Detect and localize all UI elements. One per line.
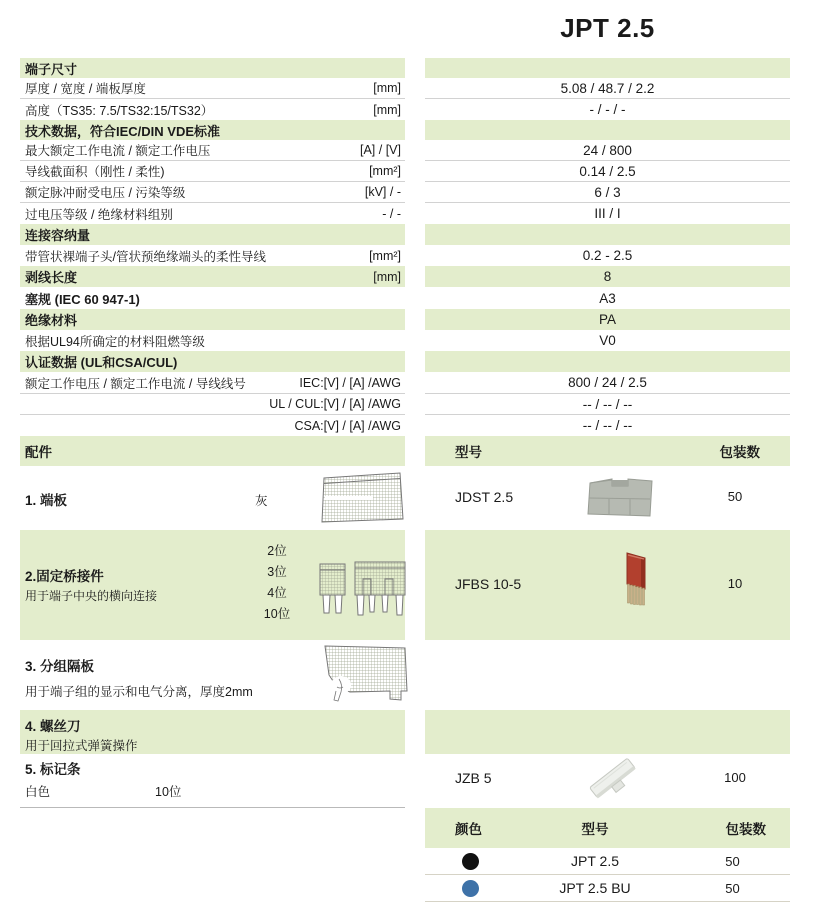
accessory-description: 用于端子组的显示和电气分离，厚度2mm	[25, 685, 253, 699]
spec-unit: [kV] / -	[364, 185, 401, 199]
color-table-row-black	[425, 848, 790, 875]
accessory-description: 用于回拉式弹簧操作	[25, 739, 138, 753]
accessory-model: JZB 5	[455, 770, 492, 786]
spec-row-gauge	[20, 287, 790, 309]
variant-pack-qty: 50	[725, 853, 740, 869]
spec-label: 绝缘材料	[25, 313, 78, 328]
spec-unit: UL / CUL:[V] / [A] /AWG	[269, 397, 401, 411]
spec-value: 5.08 / 48.7 / 2.2	[560, 80, 655, 96]
spec-unit: IEC:[V] / [A] /AWG	[299, 375, 401, 390]
spec-value: - / - / -	[589, 102, 626, 117]
column-header-pack-qty: 包装数	[719, 445, 760, 460]
variant-pack-qty: 50	[725, 880, 740, 896]
spec-label: 根据UL94所确定的材料阻燃等级	[25, 334, 205, 349]
spec-label: 厚度 / 宽度 / 端板厚度	[25, 82, 146, 96]
spec-value: 8	[603, 269, 612, 284]
accessories-title: 配件	[25, 445, 52, 460]
spec-value: PA	[598, 312, 616, 327]
spec-label: 额定脉冲耐受电压 / 污染等级	[25, 186, 186, 200]
spec-row-conductor-cross-section	[20, 161, 790, 182]
accessory-pack-qty: 50	[727, 489, 743, 504]
accessory-model: JDST 2.5	[455, 489, 514, 505]
spec-unit: [A] / [V]	[360, 143, 401, 157]
page-title: JPT 2.5	[560, 13, 655, 43]
end-plate-drawing-icon	[319, 470, 405, 525]
column-header-pack-qty: 包装数	[725, 822, 766, 837]
spec-label: 额定工作电压 / 额定工作电流 / 导线线号	[25, 376, 246, 391]
section-title: 连接容纳量	[25, 228, 91, 243]
spec-unit: CSA:[V] / [A] /AWG	[294, 418, 401, 433]
accessory-spec: 10位	[155, 785, 182, 799]
accessory-variant: 灰	[255, 494, 268, 508]
accessory-row-marker-strip	[20, 754, 790, 808]
accessory-title: 4. 螺丝刀	[25, 719, 81, 734]
spec-unit: - / -	[382, 206, 401, 221]
spec-row-height	[20, 99, 790, 120]
variant-model: JPT 2.5	[571, 853, 619, 869]
accessory-variant: 白色	[25, 785, 51, 799]
spec-row-cert-iec	[20, 372, 790, 394]
spec-row-ferrule-conductor	[20, 245, 790, 266]
spec-value: III / I	[594, 206, 621, 221]
spec-value: 24 / 800	[583, 142, 632, 158]
color-table-header	[425, 808, 790, 848]
accessory-description: 用于端子中央的横向连接	[25, 589, 158, 603]
spec-section-technical-data	[20, 120, 790, 140]
accessory-title: 5. 标记条	[25, 762, 81, 777]
spec-row-overvoltage-category	[20, 203, 790, 224]
section-title: 认证数据 (UL和CSA/CUL)	[25, 355, 178, 370]
column-header-model: 型号	[581, 822, 609, 837]
black-color-dot-icon	[462, 853, 479, 870]
spec-label: 剥线长度	[25, 270, 78, 285]
spec-unit: [mm]	[373, 81, 401, 95]
spec-value: 0.2 - 2.5	[582, 248, 633, 263]
accessories-section	[20, 436, 790, 808]
spec-row-rated-current-voltage	[20, 140, 790, 161]
accessory-title: 3. 分组隔板	[25, 659, 95, 674]
section-title: 技术数据，符合IEC/DIN VDE标准	[25, 123, 221, 139]
spec-table	[20, 58, 790, 436]
accessory-row-screwdriver	[20, 710, 790, 754]
color-variant-table	[425, 808, 790, 902]
bridge-photo-icon	[619, 549, 653, 615]
accessory-pole-options: 2位 3位 4位 10位	[263, 544, 291, 621]
color-table-row-blue	[425, 875, 790, 902]
spec-label: 带管状裸端子头/管状预绝缘端头的柔性导线	[25, 249, 266, 264]
spec-label: 最大额定工作电流 / 额定工作电压	[25, 144, 211, 158]
accessory-title: 2.固定桥接件	[25, 569, 104, 584]
spec-row-impulse-voltage	[20, 182, 790, 203]
spec-unit: [mm²]	[369, 164, 401, 178]
spec-row-insulating-material	[20, 309, 790, 330]
spec-value: -- / -- / --	[582, 418, 633, 433]
spec-label: 塞规 (IEC 60 947-1)	[25, 291, 140, 307]
spec-row-thickness	[20, 78, 790, 99]
end-plate-photo-icon	[583, 472, 659, 522]
accessory-model: JFBS 10-5	[455, 576, 522, 592]
spec-section-connection-capacity	[20, 224, 790, 245]
spec-row-ul94-flammability	[20, 330, 790, 351]
column-header-model: 型号	[455, 445, 482, 460]
spec-section-certification	[20, 351, 790, 372]
accessory-pack-qty: 100	[724, 770, 746, 785]
spec-value: 6 / 3	[594, 184, 621, 200]
spec-row-cert-csa	[20, 415, 790, 436]
spec-label: 高度（TS35: 7.5/TS32:15/TS32）	[25, 103, 214, 118]
spec-value: 0.14 / 2.5	[579, 163, 636, 179]
accessories-header	[20, 436, 790, 466]
marker-strip-photo-icon	[581, 754, 647, 807]
spec-row-stripping-length	[20, 266, 790, 287]
accessory-row-fixed-bridge	[20, 530, 790, 640]
spec-value: V0	[599, 333, 616, 348]
blue-color-dot-icon	[462, 880, 479, 897]
accessory-pack-qty: 10	[727, 576, 743, 591]
accessory-row-end-plate	[20, 466, 790, 530]
accessory-title: 1. 端板	[25, 493, 68, 508]
spec-unit: [mm]	[373, 102, 401, 117]
spec-label: 过电压等级 / 绝缘材料组别	[25, 207, 173, 222]
bridge-drawing-icon	[319, 557, 407, 619]
spec-unit: [mm²]	[369, 248, 401, 263]
spec-value: A3	[599, 290, 616, 306]
spec-label: 导线截面积（刚性 / 柔性)	[25, 165, 165, 179]
column-header-color: 颜色	[455, 822, 482, 837]
spec-value: 800 / 24 / 2.5	[568, 375, 647, 390]
section-title: 端子尺寸	[25, 61, 78, 77]
accessory-row-partition-plate	[20, 640, 790, 710]
spec-value: -- / -- / --	[582, 396, 633, 412]
spec-section-terminal-dimensions	[20, 58, 790, 78]
partition-drawing-icon	[317, 643, 409, 707]
spec-unit: [mm]	[373, 269, 401, 284]
variant-model: JPT 2.5 BU	[559, 880, 631, 896]
spec-row-cert-ul-cul	[20, 394, 790, 415]
